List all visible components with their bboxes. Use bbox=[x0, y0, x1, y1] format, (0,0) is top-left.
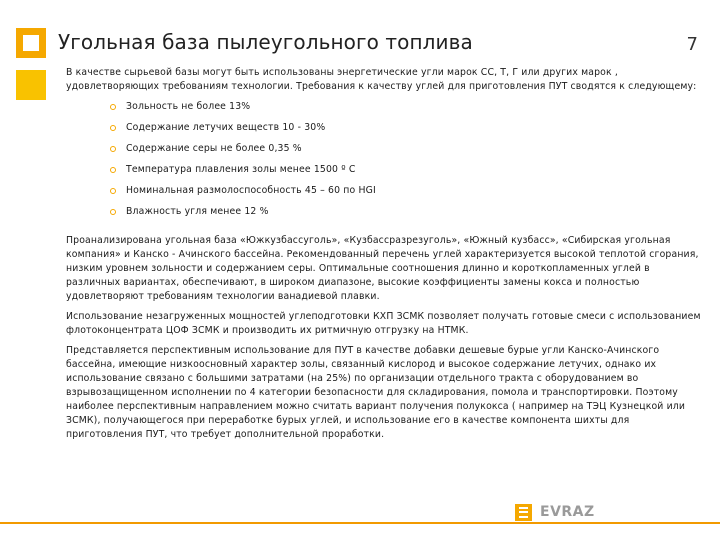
brown-coal-paragraph: Представляется перспективным использование для ПУТ в качестве добавки дешевые бурые угли Канско-Ачинского бассейна, имеющие низкоосновный характер золы, связанный кислород и высокое содержание летучих, однако их использование связано с большими затратами (на 25%) по организации отдельного тракта с оборудованием во взрывозащищенном исполнении по 4 категории безопасности для складирования, помола и транспортировки. Поэтому наиболее перспективным направлением можно считать вариант получения полукокса ( например на ТЭЦ Кузнецкой или ЗСМК), получающегося при переработке бурых углей, и использование его в качестве компонента шихты для приготовления ПУТ, что требует дополнительной проработки. bbox=[66, 345, 686, 440]
evraz-mark-icon bbox=[515, 504, 532, 521]
page-number: 7 bbox=[686, 34, 698, 55]
intro-paragraph: В качестве сырьевой базы могут быть использованы энергетические угли марок СС, Т, Г или других марок , удовлетворяющих требованиям технологии. Требования к качеству углей для приготовления ПУТ сводятся к следующему: bbox=[66, 67, 697, 92]
evraz-logo bbox=[515, 503, 595, 521]
title-square-outline-icon bbox=[16, 28, 46, 58]
yellow-square-icon bbox=[16, 70, 46, 100]
list-item: Влажность угля менее 12 % bbox=[108, 205, 706, 226]
list-item: Содержание летучих веществ 10 - 30% bbox=[108, 121, 706, 142]
capacity-usage-paragraph: Использование незагруженных мощностей углеподготовки КХП ЗСМК позволяет получать готовые смеси с использованием флотоконцентрата ЦОФ ЗСМК и производить их ритмичную отгрузку на НТМК. bbox=[66, 311, 701, 336]
list-item: Номинальная размолоспособность 45 – 60 по HGI bbox=[108, 184, 706, 205]
slide-title: Угольная база пылеугольного топлива bbox=[58, 30, 473, 54]
requirements-list bbox=[108, 100, 706, 226]
list-item: Зольность не более 13% bbox=[108, 100, 706, 121]
slide-content bbox=[66, 66, 706, 448]
list-item: Температура плавления золы менее 1500 º С bbox=[108, 163, 706, 184]
coal-base-analysis-paragraph: Проанализирована угольная база «Южкузбассуголь», «Кузбассразрезуголь», «Южный кузбасс», «Сибирская угольная компания» и Канско - Ачинского бассейна. Рекомендованный перечень углей характеризуется высокой теплотой сгорания, низким уровнем зольности и содержанием серы. Оптимальные соотношения длинно и короткопламенных углей в различных вариантах, обеспечивают, в широком диапазоне, высокие коэффициенты замены кокса и полностью удовлетворяют требованиям технологии ванадиевой плавки. bbox=[66, 235, 699, 302]
evraz-logo-text: EVRAZ bbox=[540, 504, 595, 520]
list-item: Содержание серы не более 0,35 % bbox=[108, 142, 706, 163]
footer-divider bbox=[0, 522, 720, 524]
